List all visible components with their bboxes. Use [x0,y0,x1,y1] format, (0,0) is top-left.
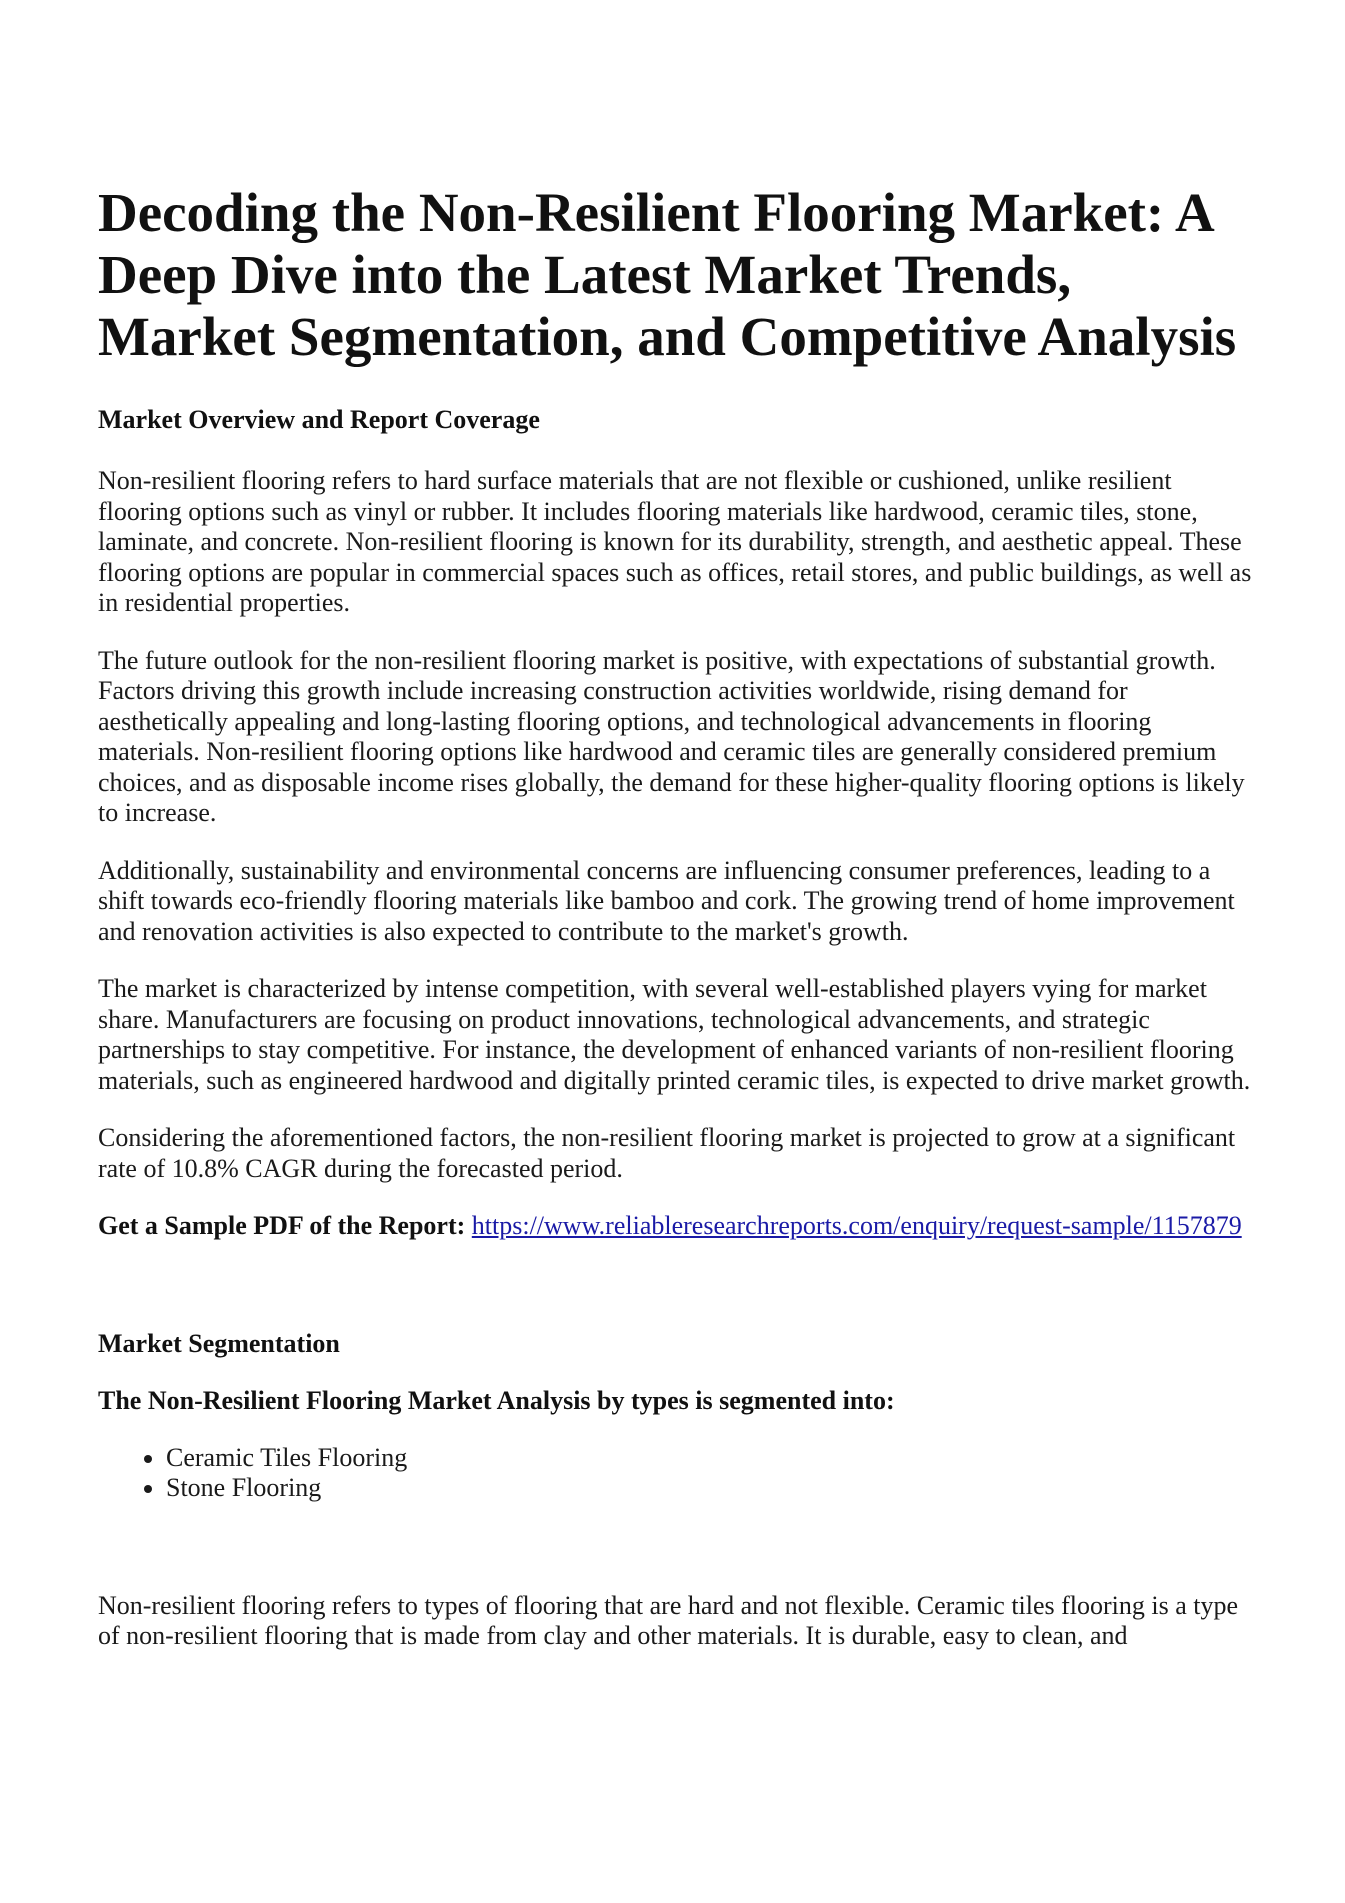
document-title: Decoding the Non-Resilient Flooring Market: A Deep Dive into the Latest Market Trends, Market Segmentation, and Competitive Analysis [98,182,1237,367]
overview-paragraph-1: Non-resilient flooring refers to hard surface materials that are not flexible or cushioned, unlike resilient flooring options such as vinyl or rubber. It includes flooring materials like hardwood, ceramic tiles, stone, laminate, and concrete. Non-resilient flooring is known for its durability, strength, and aesthetic appeal. These flooring options are popular in commercial spaces such as offices, retail stores, and public buildings, as well as in residential properties. [98,466,1252,617]
list-item: • Stone Flooring [166,1473,1258,1504]
document-page [98,182,1258,1652]
overview-paragraph-5: Considering the aforementioned factors, the non-resilient flooring market is projected to grow at a significant rate of 10.8% CAGR during the forecasted period. [98,1123,1236,1183]
segmentation-paragraph: Non-resilient flooring refers to types of flooring that are hard and not flexible. Ceramic tiles flooring is a type of non-resilient flooring that is made from clay and other materials. It is durable, easy to clean, and [98,1590,1239,1650]
overview-heading: Market Overview and Report Coverage [98,405,540,434]
sample-pdf-label: Get a Sample PDF of the Report: [98,1211,466,1240]
list-item: • Ceramic Tiles Flooring [166,1443,1258,1474]
sample-report-link[interactable]: https://www.reliableresearchreports.com/enquiry/request-sample/1157879 [471,1211,1242,1240]
types-heading: The Non-Resilient Flooring Market Analysis by types is segmented into: [98,1385,895,1415]
segmentation-heading: Market Segmentation [98,1328,340,1358]
overview-paragraph-4: The market is characterized by intense competition, with several well-established players vying for market share. Manufacturers are focusing on product innovations, technological advancements, and strategic partnerships to stay competitive. For instance, the development of enhanced variants of non-resilient flooring materials, such as engineered hardwood and digitally printed ceramic tiles, is expected to drive market growth. [98,974,1251,1095]
types-list [98,1443,1258,1504]
sample-pdf-line [98,1211,1258,1242]
overview-paragraph-2: The future outlook for the non-resilient flooring market is positive, with expectations of substantial growth. Factors driving this growth include increasing construction activities worldwide, rising demand for aesthetically appealing and long-lasting flooring options, and technological advancements in flooring materials. Non-resilient flooring options like hardwood and ceramic tiles are generally considered premium choices, and as disposable income rises globally, the demand for these higher-quality flooring options is likely to increase. [98,645,1245,827]
overview-paragraph-3: Additionally, sustainability and environmental concerns are influencing consumer preferences, leading to a shift towards eco-friendly flooring materials like bamboo and cork. The growing trend of home improvement and renovation activities is also expected to contribute to the market's growth. [98,855,1235,946]
